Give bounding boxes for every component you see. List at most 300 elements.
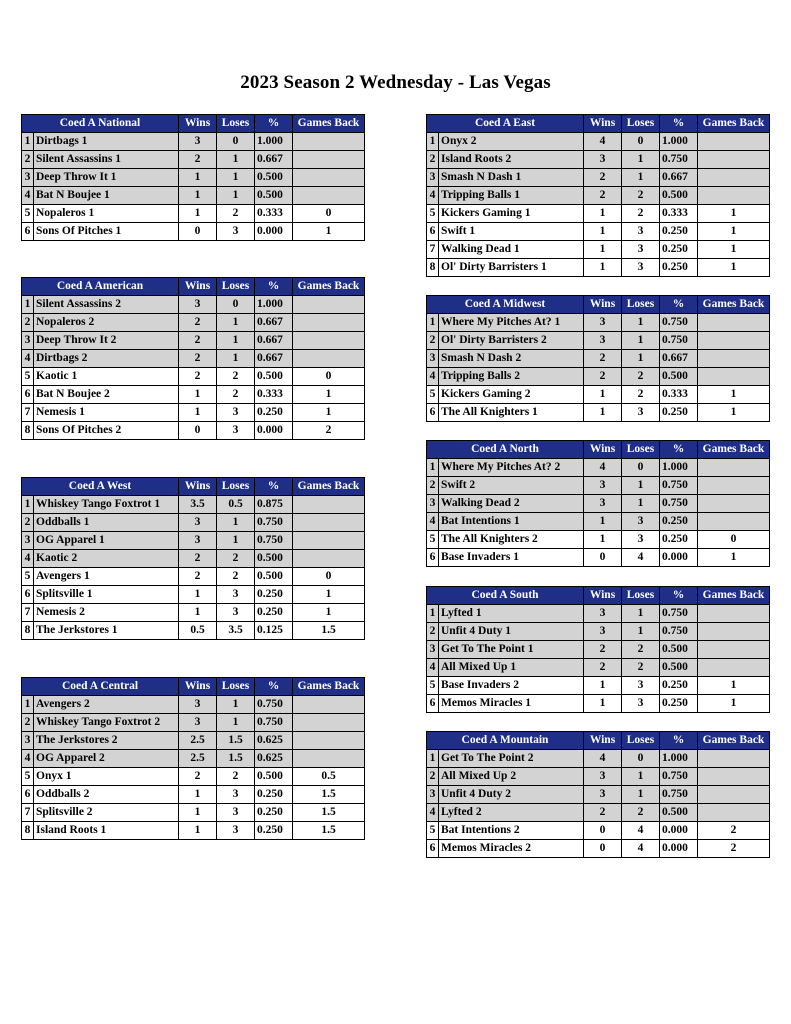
loses-cell: 1.5 (217, 750, 255, 768)
rank-cell: 2 (427, 151, 439, 169)
rank-cell: 2 (427, 477, 439, 495)
division-table-national (21, 114, 365, 241)
standings-row (427, 641, 770, 659)
pct-cell: 0.500 (660, 368, 698, 386)
division-name: Coed A East (427, 115, 584, 133)
team-name: All Mixed Up 1 (439, 659, 584, 677)
pct-cell: 1.000 (660, 459, 698, 477)
team-name: Bat N Boujee 1 (34, 187, 179, 205)
standings-row (427, 169, 770, 187)
wins-cell: 0.5 (179, 622, 217, 640)
division-name: Coed A Midwest (427, 296, 584, 314)
rank-cell: 7 (22, 404, 34, 422)
standings-row (427, 623, 770, 641)
pct-cell: 0.250 (660, 404, 698, 422)
wins-cell: 2 (584, 169, 622, 187)
games-back-cell (698, 332, 770, 350)
pct-cell: 0.667 (255, 314, 293, 332)
standings-row (427, 459, 770, 477)
rank-cell: 3 (427, 350, 439, 368)
loses-cell: 1 (622, 350, 660, 368)
loses-cell: 1 (217, 332, 255, 350)
division-header-row (427, 296, 770, 314)
games-back-cell (293, 187, 365, 205)
pct-cell: 0.500 (255, 169, 293, 187)
pct-cell: 0.250 (660, 259, 698, 277)
standings-row (22, 514, 365, 532)
loses-cell: 2 (622, 368, 660, 386)
team-name: Whiskey Tango Foxtrot 2 (34, 714, 179, 732)
pct-cell: 0.750 (660, 768, 698, 786)
games-back-cell (698, 350, 770, 368)
loses-cell: 3 (622, 695, 660, 713)
games-back-cell (698, 368, 770, 386)
rank-cell: 3 (427, 495, 439, 513)
games-back-cell (293, 169, 365, 187)
wins-cell: 4 (584, 133, 622, 151)
team-name: Onyx 1 (34, 768, 179, 786)
standings-row (427, 259, 770, 277)
games-back-cell (293, 350, 365, 368)
pct-cell: 0.250 (255, 404, 293, 422)
team-name: OG Apparel 2 (34, 750, 179, 768)
wins-cell: 1 (584, 513, 622, 531)
games-back-cell (698, 605, 770, 623)
rank-cell: 5 (427, 677, 439, 695)
games-back-cell (293, 750, 365, 768)
standings-row (22, 768, 365, 786)
games-back-header: Games Back (293, 115, 365, 133)
wins-cell: 3 (584, 623, 622, 641)
games-back-cell (293, 732, 365, 750)
wins-cell: 2 (179, 332, 217, 350)
loses-cell: 1 (217, 187, 255, 205)
rank-cell: 8 (427, 259, 439, 277)
pct-cell: 0.250 (660, 241, 698, 259)
pct-cell: 0.750 (660, 477, 698, 495)
games-back-header: Games Back (293, 478, 365, 496)
standings-row (22, 223, 365, 241)
games-back-cell: 1.5 (293, 804, 365, 822)
team-name: Memos Miracles 2 (439, 840, 584, 858)
games-back-header: Games Back (698, 732, 770, 750)
team-name: Nemesis 2 (34, 604, 179, 622)
pct-cell: 1.000 (660, 750, 698, 768)
games-back-cell: 1 (698, 223, 770, 241)
team-name: Get To The Point 2 (439, 750, 584, 768)
wins-cell: 0 (179, 223, 217, 241)
wins-cell: 2 (179, 314, 217, 332)
loses-header: Loses (217, 278, 255, 296)
standings-row (427, 241, 770, 259)
rank-cell: 6 (427, 840, 439, 858)
pct-cell: 0.667 (660, 350, 698, 368)
games-back-cell (293, 133, 365, 151)
games-back-cell: 1 (698, 241, 770, 259)
loses-cell: 1 (622, 605, 660, 623)
rank-cell: 4 (427, 187, 439, 205)
pct-cell: 0.667 (255, 332, 293, 350)
standings-row (427, 804, 770, 822)
standings-row (427, 151, 770, 169)
division-name: Coed A American (22, 278, 179, 296)
wins-cell: 2 (179, 550, 217, 568)
wins-header: Wins (179, 278, 217, 296)
standings-row (22, 750, 365, 768)
wins-cell: 2 (179, 568, 217, 586)
games-back-cell (293, 696, 365, 714)
rank-cell: 7 (22, 604, 34, 622)
loses-cell: 2 (217, 386, 255, 404)
wins-cell: 0 (584, 549, 622, 567)
loses-cell: 1 (622, 786, 660, 804)
division-table-north (426, 440, 770, 567)
wins-cell: 3 (584, 786, 622, 804)
division-name: Coed A National (22, 115, 179, 133)
games-back-cell (293, 532, 365, 550)
loses-cell: 1 (217, 314, 255, 332)
standings-row (427, 549, 770, 567)
wins-header: Wins (179, 678, 217, 696)
wins-cell: 3 (584, 314, 622, 332)
pct-cell: 0.250 (660, 531, 698, 549)
wins-header: Wins (584, 296, 622, 314)
loses-cell: 1 (622, 314, 660, 332)
loses-cell: 3 (622, 513, 660, 531)
pct-cell: 0.750 (255, 532, 293, 550)
wins-cell: 1 (179, 386, 217, 404)
wins-cell: 1 (584, 677, 622, 695)
pct-header: % (660, 296, 698, 314)
wins-cell: 1 (584, 531, 622, 549)
loses-cell: 2 (622, 187, 660, 205)
pct-cell: 0.000 (660, 822, 698, 840)
pct-cell: 0.667 (255, 350, 293, 368)
rank-cell: 4 (427, 804, 439, 822)
loses-cell: 1 (217, 514, 255, 532)
pct-cell: 0.750 (255, 714, 293, 732)
division-header-row (22, 678, 365, 696)
loses-cell: 2 (217, 550, 255, 568)
loses-cell: 2 (622, 205, 660, 223)
standings-row (22, 622, 365, 640)
loses-header: Loses (622, 732, 660, 750)
rank-cell: 8 (22, 622, 34, 640)
games-back-cell (293, 332, 365, 350)
wins-cell: 2 (179, 350, 217, 368)
division-table-south (426, 586, 770, 713)
team-name: Kaotic 1 (34, 368, 179, 386)
standings-row (427, 495, 770, 513)
games-back-cell (293, 514, 365, 532)
standings-row (427, 314, 770, 332)
games-back-cell: 1 (698, 549, 770, 567)
team-name: Sons Of Pitches 1 (34, 223, 179, 241)
pct-cell: 0.333 (660, 386, 698, 404)
wins-header: Wins (179, 478, 217, 496)
wins-cell: 3 (179, 514, 217, 532)
pct-cell: 0.500 (255, 368, 293, 386)
rank-cell: 3 (22, 532, 34, 550)
games-back-cell: 1.5 (293, 786, 365, 804)
team-name: Base Invaders 1 (439, 549, 584, 567)
standings-row (22, 187, 365, 205)
loses-cell: 1 (622, 151, 660, 169)
standings-row (427, 133, 770, 151)
team-name: Avengers 1 (34, 568, 179, 586)
loses-cell: 0 (622, 750, 660, 768)
wins-header: Wins (584, 441, 622, 459)
wins-cell: 1 (584, 205, 622, 223)
standings-row (22, 532, 365, 550)
wins-cell: 2 (584, 368, 622, 386)
pct-cell: 0.250 (255, 786, 293, 804)
loses-cell: 0 (622, 133, 660, 151)
pct-header: % (255, 115, 293, 133)
games-back-cell: 0 (293, 205, 365, 223)
wins-cell: 0 (584, 822, 622, 840)
standings-row (427, 822, 770, 840)
pct-cell: 0.333 (255, 205, 293, 223)
pct-cell: 0.333 (660, 205, 698, 223)
wins-cell: 1 (584, 259, 622, 277)
team-name: Bat Intentions 1 (439, 513, 584, 531)
team-name: Silent Assassins 2 (34, 296, 179, 314)
division-header-row (22, 278, 365, 296)
games-back-cell (698, 623, 770, 641)
standings-row (22, 586, 365, 604)
wins-cell: 3 (179, 532, 217, 550)
games-back-cell (698, 804, 770, 822)
rank-cell: 6 (22, 786, 34, 804)
standings-row (22, 368, 365, 386)
wins-cell: 4 (584, 459, 622, 477)
team-name: All Mixed Up 2 (439, 768, 584, 786)
games-back-cell (293, 496, 365, 514)
loses-cell: 1 (622, 623, 660, 641)
rank-cell: 4 (22, 187, 34, 205)
wins-header: Wins (179, 115, 217, 133)
loses-cell: 1 (217, 532, 255, 550)
pct-cell: 0.750 (255, 696, 293, 714)
wins-cell: 2.5 (179, 750, 217, 768)
games-back-cell (698, 641, 770, 659)
standings-row (427, 205, 770, 223)
rank-cell: 5 (22, 768, 34, 786)
team-name: Kickers Gaming 1 (439, 205, 584, 223)
rank-cell: 6 (22, 223, 34, 241)
loses-cell: 1 (217, 151, 255, 169)
team-name: Nopaleros 2 (34, 314, 179, 332)
wins-cell: 1 (584, 223, 622, 241)
loses-cell: 2 (217, 368, 255, 386)
rank-cell: 1 (427, 459, 439, 477)
pct-cell: 0.500 (255, 768, 293, 786)
division-header-row (427, 732, 770, 750)
rank-cell: 5 (22, 368, 34, 386)
standings-row (22, 804, 365, 822)
rank-cell: 5 (427, 822, 439, 840)
rank-cell: 6 (22, 386, 34, 404)
team-name: Walking Dead 2 (439, 495, 584, 513)
wins-cell: 2 (179, 368, 217, 386)
rank-cell: 4 (22, 550, 34, 568)
wins-cell: 1 (179, 804, 217, 822)
loses-cell: 3 (622, 677, 660, 695)
loses-cell: 3 (217, 604, 255, 622)
team-name: Memos Miracles 1 (439, 695, 584, 713)
games-back-cell (293, 151, 365, 169)
rank-cell: 3 (22, 169, 34, 187)
loses-cell: 4 (622, 549, 660, 567)
wins-cell: 2 (584, 804, 622, 822)
wins-cell: 2.5 (179, 732, 217, 750)
games-back-cell (698, 513, 770, 531)
team-name: Ol' Dirty Barristers 2 (439, 332, 584, 350)
standings-row (22, 714, 365, 732)
wins-cell: 3 (584, 495, 622, 513)
wins-header: Wins (584, 587, 622, 605)
team-name: Where My Pitches At? 2 (439, 459, 584, 477)
team-name: Splitsville 1 (34, 586, 179, 604)
loses-header: Loses (217, 115, 255, 133)
division-name: Coed A West (22, 478, 179, 496)
loses-cell: 3 (622, 259, 660, 277)
games-back-header: Games Back (293, 678, 365, 696)
standings-row (22, 133, 365, 151)
games-back-cell: 1 (293, 586, 365, 604)
loses-cell: 0 (217, 133, 255, 151)
wins-cell: 3 (179, 296, 217, 314)
wins-cell: 2 (584, 659, 622, 677)
loses-cell: 1 (217, 169, 255, 187)
loses-cell: 1 (622, 477, 660, 495)
team-name: Get To The Point 1 (439, 641, 584, 659)
standings-row (22, 169, 365, 187)
pct-cell: 0.750 (660, 151, 698, 169)
team-name: Walking Dead 1 (439, 241, 584, 259)
games-back-cell: 1 (698, 205, 770, 223)
pct-header: % (255, 278, 293, 296)
pct-cell: 1.000 (255, 133, 293, 151)
rank-cell: 2 (22, 151, 34, 169)
pct-cell: 0.000 (660, 549, 698, 567)
pct-cell: 0.333 (255, 386, 293, 404)
standings-row (22, 496, 365, 514)
pct-header: % (255, 678, 293, 696)
games-back-cell (698, 768, 770, 786)
pct-cell: 0.750 (660, 623, 698, 641)
standings-row (22, 696, 365, 714)
standings-row (427, 695, 770, 713)
rank-cell: 4 (427, 368, 439, 386)
games-back-cell (698, 151, 770, 169)
team-name: Bat N Boujee 2 (34, 386, 179, 404)
rank-cell: 2 (22, 514, 34, 532)
pct-cell: 0.000 (255, 422, 293, 440)
standings-row (22, 350, 365, 368)
rank-cell: 4 (427, 659, 439, 677)
standings-row (22, 332, 365, 350)
loses-cell: 3.5 (217, 622, 255, 640)
loses-header: Loses (622, 296, 660, 314)
team-name: Kaotic 2 (34, 550, 179, 568)
wins-header: Wins (584, 115, 622, 133)
team-name: Dirtbags 1 (34, 133, 179, 151)
rank-cell: 2 (427, 623, 439, 641)
standings-row (427, 404, 770, 422)
pct-header: % (660, 441, 698, 459)
standings-row (22, 314, 365, 332)
team-name: The All Knighters 2 (439, 531, 584, 549)
team-name: Island Roots 1 (34, 822, 179, 840)
games-back-cell: 1 (698, 259, 770, 277)
team-name: OG Apparel 1 (34, 532, 179, 550)
games-back-cell (698, 477, 770, 495)
loses-header: Loses (622, 115, 660, 133)
standings-row (22, 732, 365, 750)
rank-cell: 1 (22, 133, 34, 151)
rank-cell: 1 (427, 605, 439, 623)
pct-cell: 0.750 (660, 786, 698, 804)
division-table-american (21, 277, 365, 440)
rank-cell: 4 (22, 750, 34, 768)
loses-cell: 2 (217, 205, 255, 223)
loses-cell: 3 (622, 404, 660, 422)
wins-cell: 3 (584, 768, 622, 786)
team-name: Swift 1 (439, 223, 584, 241)
rank-cell: 1 (22, 496, 34, 514)
games-back-cell: 1 (293, 404, 365, 422)
team-name: Lyfted 2 (439, 804, 584, 822)
games-back-header: Games Back (698, 587, 770, 605)
team-name: Unfit 4 Duty 1 (439, 623, 584, 641)
team-name: Kickers Gaming 2 (439, 386, 584, 404)
rank-cell: 3 (427, 786, 439, 804)
rank-cell: 5 (22, 568, 34, 586)
games-back-cell: 1 (698, 404, 770, 422)
pct-cell: 1.000 (660, 133, 698, 151)
pct-cell: 0.500 (255, 187, 293, 205)
team-name: Base Invaders 2 (439, 677, 584, 695)
wins-cell: 2 (584, 187, 622, 205)
games-back-cell: 1 (698, 677, 770, 695)
standings-row (427, 750, 770, 768)
team-name: Smash N Dash 2 (439, 350, 584, 368)
loses-cell: 4 (622, 822, 660, 840)
pct-cell: 0.250 (255, 604, 293, 622)
rank-cell: 1 (22, 696, 34, 714)
team-name: Deep Throw It 2 (34, 332, 179, 350)
loses-cell: 3 (217, 822, 255, 840)
standings-row (427, 659, 770, 677)
games-back-cell: 1.5 (293, 622, 365, 640)
loses-cell: 1 (217, 350, 255, 368)
pct-cell: 0.125 (255, 622, 293, 640)
loses-cell: 2 (622, 804, 660, 822)
division-header-row (427, 441, 770, 459)
team-name: Tripping Balls 2 (439, 368, 584, 386)
wins-cell: 3.5 (179, 496, 217, 514)
loses-cell: 3 (622, 531, 660, 549)
pct-cell: 0.250 (660, 695, 698, 713)
games-back-cell: 1 (293, 386, 365, 404)
games-back-cell (698, 169, 770, 187)
rank-cell: 6 (427, 223, 439, 241)
rank-cell: 6 (22, 586, 34, 604)
wins-cell: 3 (179, 696, 217, 714)
wins-cell: 2 (179, 768, 217, 786)
